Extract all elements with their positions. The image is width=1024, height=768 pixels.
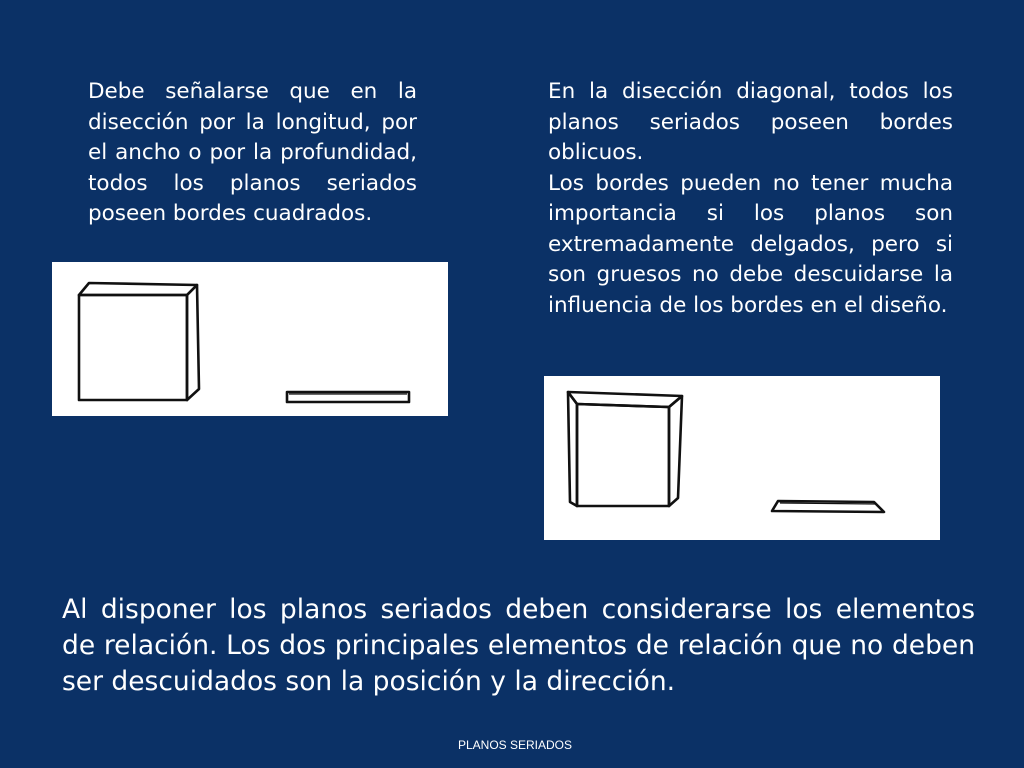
oblique-plane-top xyxy=(568,392,682,407)
bottom-paragraph: Al disponer los planos seriados deben considerarse los elementos de relación. Los dos principales elementos de relación que no deben ser descuidados son la posición y la dirección. xyxy=(62,594,975,697)
oblique-plane-left xyxy=(568,392,577,506)
oblique-plane-front xyxy=(577,404,669,506)
oblique-plane-right xyxy=(669,396,682,506)
thick-plane-front xyxy=(79,295,187,400)
right-paragraph-2: Los bordes pueden no tener mucha importancia si los planos son extremadamente delgados, pero si son gruesos no debe descuidarse la influencia de los bordes en el diseño. xyxy=(548,170,953,318)
right-paragraphs xyxy=(548,77,953,321)
thick-plane-side xyxy=(187,285,199,400)
square-edges-figure xyxy=(52,262,448,416)
thick-plane-top xyxy=(79,283,197,295)
oblique-edges-figure xyxy=(544,376,940,540)
footer-label: PLANOS SERIADOS xyxy=(457,738,573,752)
left-paragraph: Debe señalarse que en la disección por la longitud, por el ancho o por la profundidad, todos los planos seriados poseen bordes cuadrados. xyxy=(88,79,417,226)
oblique-edges-drawing xyxy=(544,376,940,540)
right-paragraph-1: En la disección diagonal, todos los planos seriados poseen bordes oblicuos. xyxy=(548,79,953,165)
square-edges-drawing xyxy=(52,262,448,416)
